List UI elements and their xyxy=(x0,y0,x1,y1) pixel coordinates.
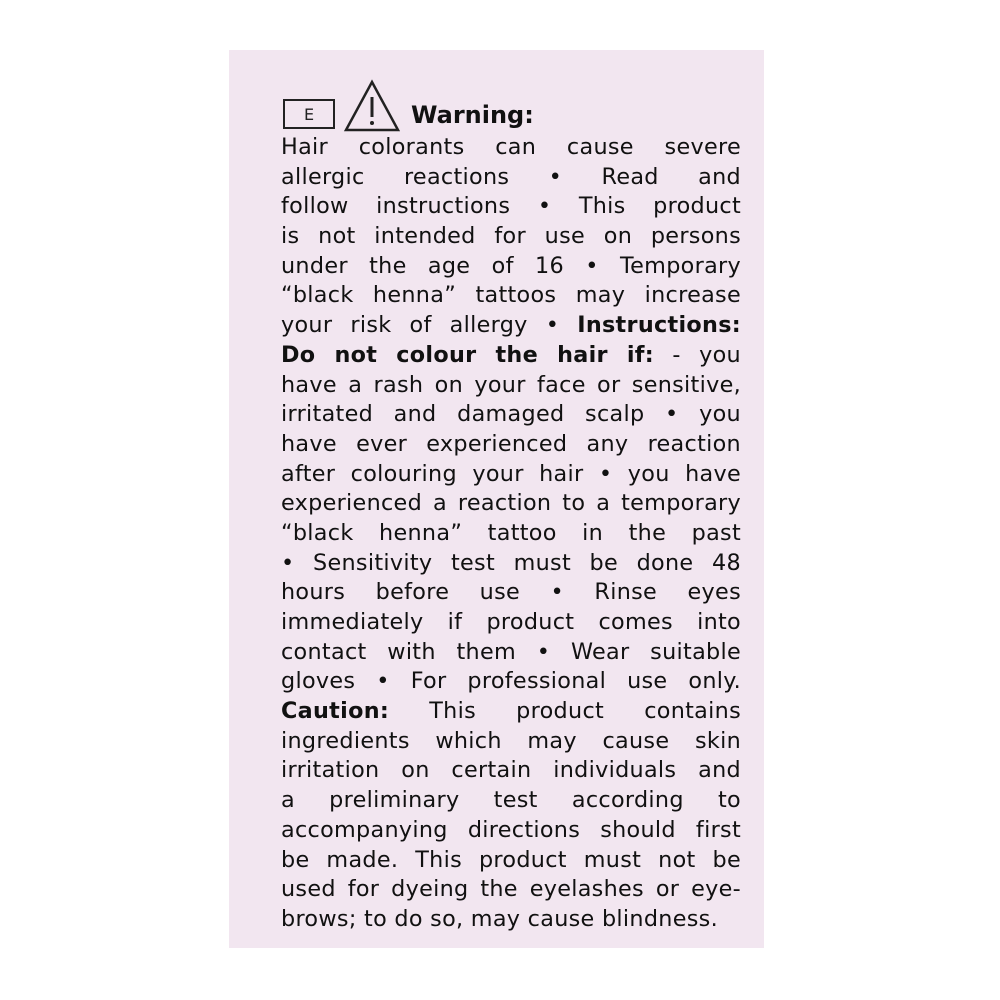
text-line xyxy=(281,252,741,282)
text-segment: have ever experienced any reaction xyxy=(281,430,741,457)
text-segment: ingredients which may cause skin xyxy=(281,727,741,754)
text-line xyxy=(281,460,741,490)
text-segment: “black henna” tattoo in the past xyxy=(281,519,741,546)
text-line xyxy=(281,875,741,905)
text-segment: • Sensitivity test must be done 48 xyxy=(281,549,741,576)
text-segment: hours before use • Rinse eyes xyxy=(281,579,741,606)
text-segment: your risk of allergy • xyxy=(281,312,578,339)
text-line xyxy=(281,222,741,252)
text-line xyxy=(281,371,741,401)
text-line xyxy=(281,608,741,638)
text-line xyxy=(281,192,741,222)
text-segment: under the age of 16 • Temporary xyxy=(281,252,741,279)
warning-title: Warning: xyxy=(411,101,534,129)
text-line xyxy=(281,163,741,193)
bold-text-segment: Instructions: xyxy=(577,312,741,339)
text-line xyxy=(281,489,741,519)
text-segment: irritation on certain individuals and xyxy=(281,757,741,784)
text-segment: - you xyxy=(654,341,741,368)
text-line xyxy=(281,311,741,341)
warning-body-text xyxy=(281,133,741,935)
text-segment: brows; to do so, may cause blindness. xyxy=(281,905,718,932)
text-line xyxy=(281,756,741,786)
text-segment: be made. This product must not be xyxy=(281,846,741,873)
text-line xyxy=(281,281,741,311)
language-code: E xyxy=(303,104,315,124)
text-line xyxy=(281,786,741,816)
text-line xyxy=(281,667,741,697)
text-line xyxy=(281,697,741,727)
text-segment: used for dyeing the eyelashes or eye- xyxy=(281,876,741,903)
text-segment: follow instructions • This product xyxy=(281,193,741,220)
warning-header xyxy=(283,75,534,133)
text-segment: allergic reactions • Read and xyxy=(281,163,741,190)
text-segment: gloves • For professional use only. xyxy=(281,668,741,695)
text-line xyxy=(281,341,741,371)
warning-triangle-icon xyxy=(343,79,401,133)
text-segment: This product contains xyxy=(389,698,741,725)
text-segment: experienced a reaction to a temporary xyxy=(281,490,741,517)
text-segment: irritated and damaged scalp • you xyxy=(281,401,741,428)
text-segment: contact with them • Wear suitable xyxy=(281,638,741,665)
text-segment: “black henna” tattoos may increase xyxy=(281,282,741,309)
text-segment: have a rash on your face or sensitive, xyxy=(281,371,741,398)
bold-text-segment: Do not colour the hair if: xyxy=(281,341,655,368)
text-line xyxy=(281,400,741,430)
language-code-box xyxy=(283,99,335,129)
text-line xyxy=(281,727,741,757)
text-line xyxy=(281,133,741,163)
text-segment: after colouring your hair • you have xyxy=(281,460,741,487)
text-line xyxy=(281,578,741,608)
text-line xyxy=(281,519,741,549)
text-segment: is not intended for use on persons xyxy=(281,223,741,250)
text-segment: accompanying directions should first xyxy=(281,816,741,843)
text-line xyxy=(281,549,741,579)
text-line xyxy=(281,905,741,935)
text-line xyxy=(281,638,741,668)
text-segment: immediately if product comes into xyxy=(281,609,741,635)
text-line xyxy=(281,430,741,460)
text-segment: Hair colorants can cause severe xyxy=(281,134,741,160)
bold-text-segment: Caution: xyxy=(281,698,390,725)
text-line xyxy=(281,846,741,876)
text-segment: a preliminary test according to xyxy=(281,787,741,814)
text-line xyxy=(281,816,741,846)
